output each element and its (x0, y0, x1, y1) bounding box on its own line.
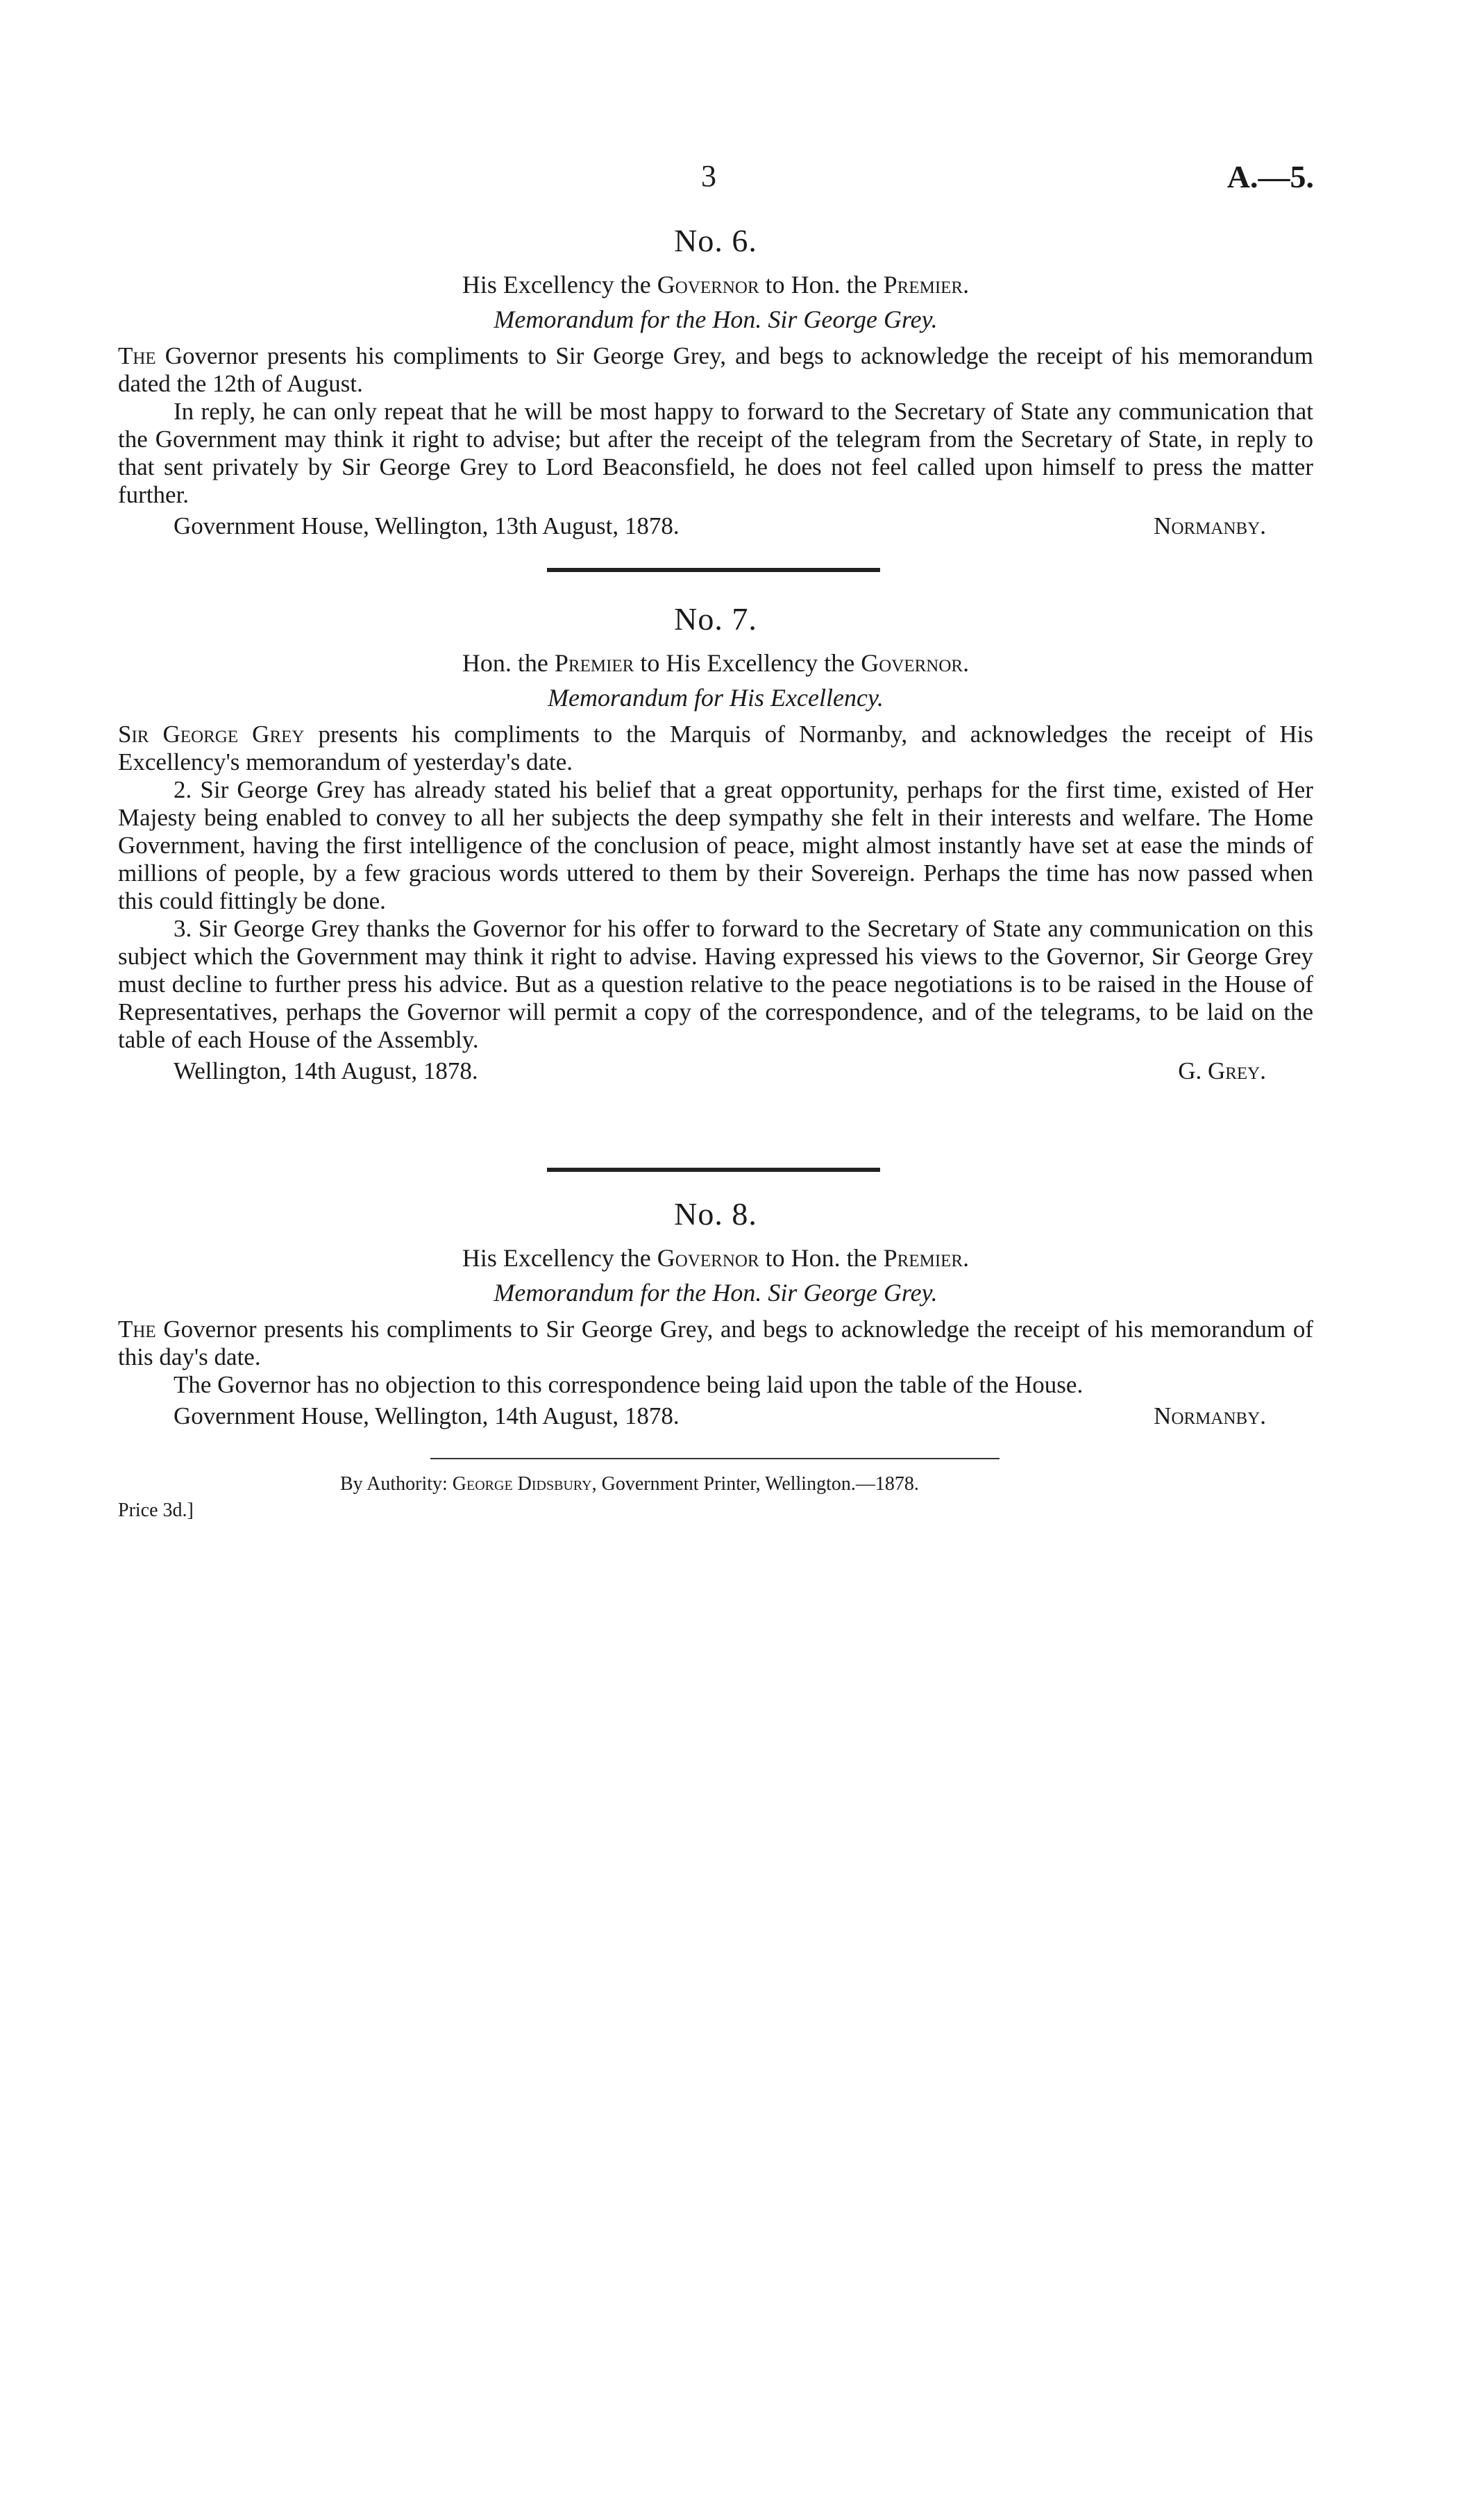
series-label: A.—5. (1226, 159, 1314, 194)
memo-signature-line (118, 1057, 1313, 1086)
memo-subtitle: Memorandum for His Excellency. (548, 684, 884, 712)
section-divider (547, 1168, 880, 1172)
memo-place-date: Government House, Wellington, 14th August, 1878. (174, 1402, 680, 1429)
section-divider (547, 568, 880, 572)
memo-subtitle: Memorandum for the Hon. Sir George Grey. (494, 1279, 938, 1307)
memo-heading: No. 7. (674, 601, 757, 637)
memo-paragraph: The Governor has no objection to this correspondence being laid upon the table of the House. (174, 1371, 1084, 1398)
memo-signature-line (118, 1402, 1313, 1431)
page-number: 3 (701, 159, 716, 193)
memo-title: Hon. the Premier to His Excellency the Governor. (462, 649, 970, 677)
memo-signature: G. Grey. (1178, 1057, 1266, 1084)
memo-subtitle: Memorandum for the Hon. Sir George Grey. (494, 305, 938, 333)
footer-rule (430, 1458, 1000, 1459)
memo-signature: Normanby. (1154, 1402, 1266, 1429)
memo-paragraph: 2. Sir George Grey has already stated his belief that a great opportunity, perhaps for the first time, existed of Her Majesty being enabled to convey to all her subjects the deep sympathy she felt in their interests and welfare. The Home Government, having the first intelligence of the conclusion of peace, might almost instantly have set at ease the minds of millions of people, by a few gracious words uttered to them by their Sovereign. Perhaps the time has now passed when this could fittingly be done. (118, 776, 1313, 914)
memo-no7 (118, 601, 1313, 1086)
memo-no8 (118, 1195, 1313, 1431)
printer-authority: By Authority: George Didsbury, Government Printer, Wellington.—1878. (340, 1473, 919, 1495)
memo-heading: No. 6. (674, 223, 757, 258)
memo-paragraph: In reply, he can only repeat that he will be most happy to forward to the Secretary of State any communication that the Government may think it right to advise; but after the receipt of the telegram from the Secretary of State, in reply to that sent privately by Sir George Grey to Lord Beaconsfield, he does not feel called upon himself to press the matter further. (118, 398, 1313, 508)
memo-signature: Normanby. (1154, 512, 1266, 539)
memo-paragraph: The Governor presents his compliments to Sir George Grey, and begs to acknowledge the receipt of his memorandum dated the 12th of August. (118, 342, 1313, 397)
memo-title: His Excellency the Governor to Hon. the Premier. (462, 271, 970, 299)
memo-place-date: Wellington, 14th August, 1878. (174, 1057, 478, 1084)
memo-paragraph: The Governor presents his compliments to Sir George Grey, and begs to acknowledge the receipt of his memorandum of this day's date. (118, 1316, 1313, 1370)
price-label: Price 3d.] (118, 1500, 194, 1521)
memo-no6 (118, 222, 1313, 541)
memo-heading: No. 8. (674, 1196, 757, 1232)
memo-paragraph: 3. Sir George Grey thanks the Governor for his offer to forward to the Secretary of State any communication on this subject which the Government may think it right to advise. Having expressed his views to the Governor, Sir George Grey must decline to further press his advice. But as a question relative to the peace negotiations is to be raised in the House of Representatives, perhaps the Governor will permit a copy of the correspondence, and of the telegrams, to be laid on the table of each House of the Assembly. (118, 915, 1313, 1053)
memo-paragraph: Sir George Grey presents his compliments to the Marquis of Normanby, and acknowledges the receipt of His Excellency's memorandum of yesterday's date. (118, 721, 1314, 775)
memo-place-date: Government House, Wellington, 13th August, 1878. (174, 512, 680, 539)
memo-signature-line (118, 512, 1313, 541)
memo-title: His Excellency the Governor to Hon. the Premier. (462, 1244, 970, 1272)
